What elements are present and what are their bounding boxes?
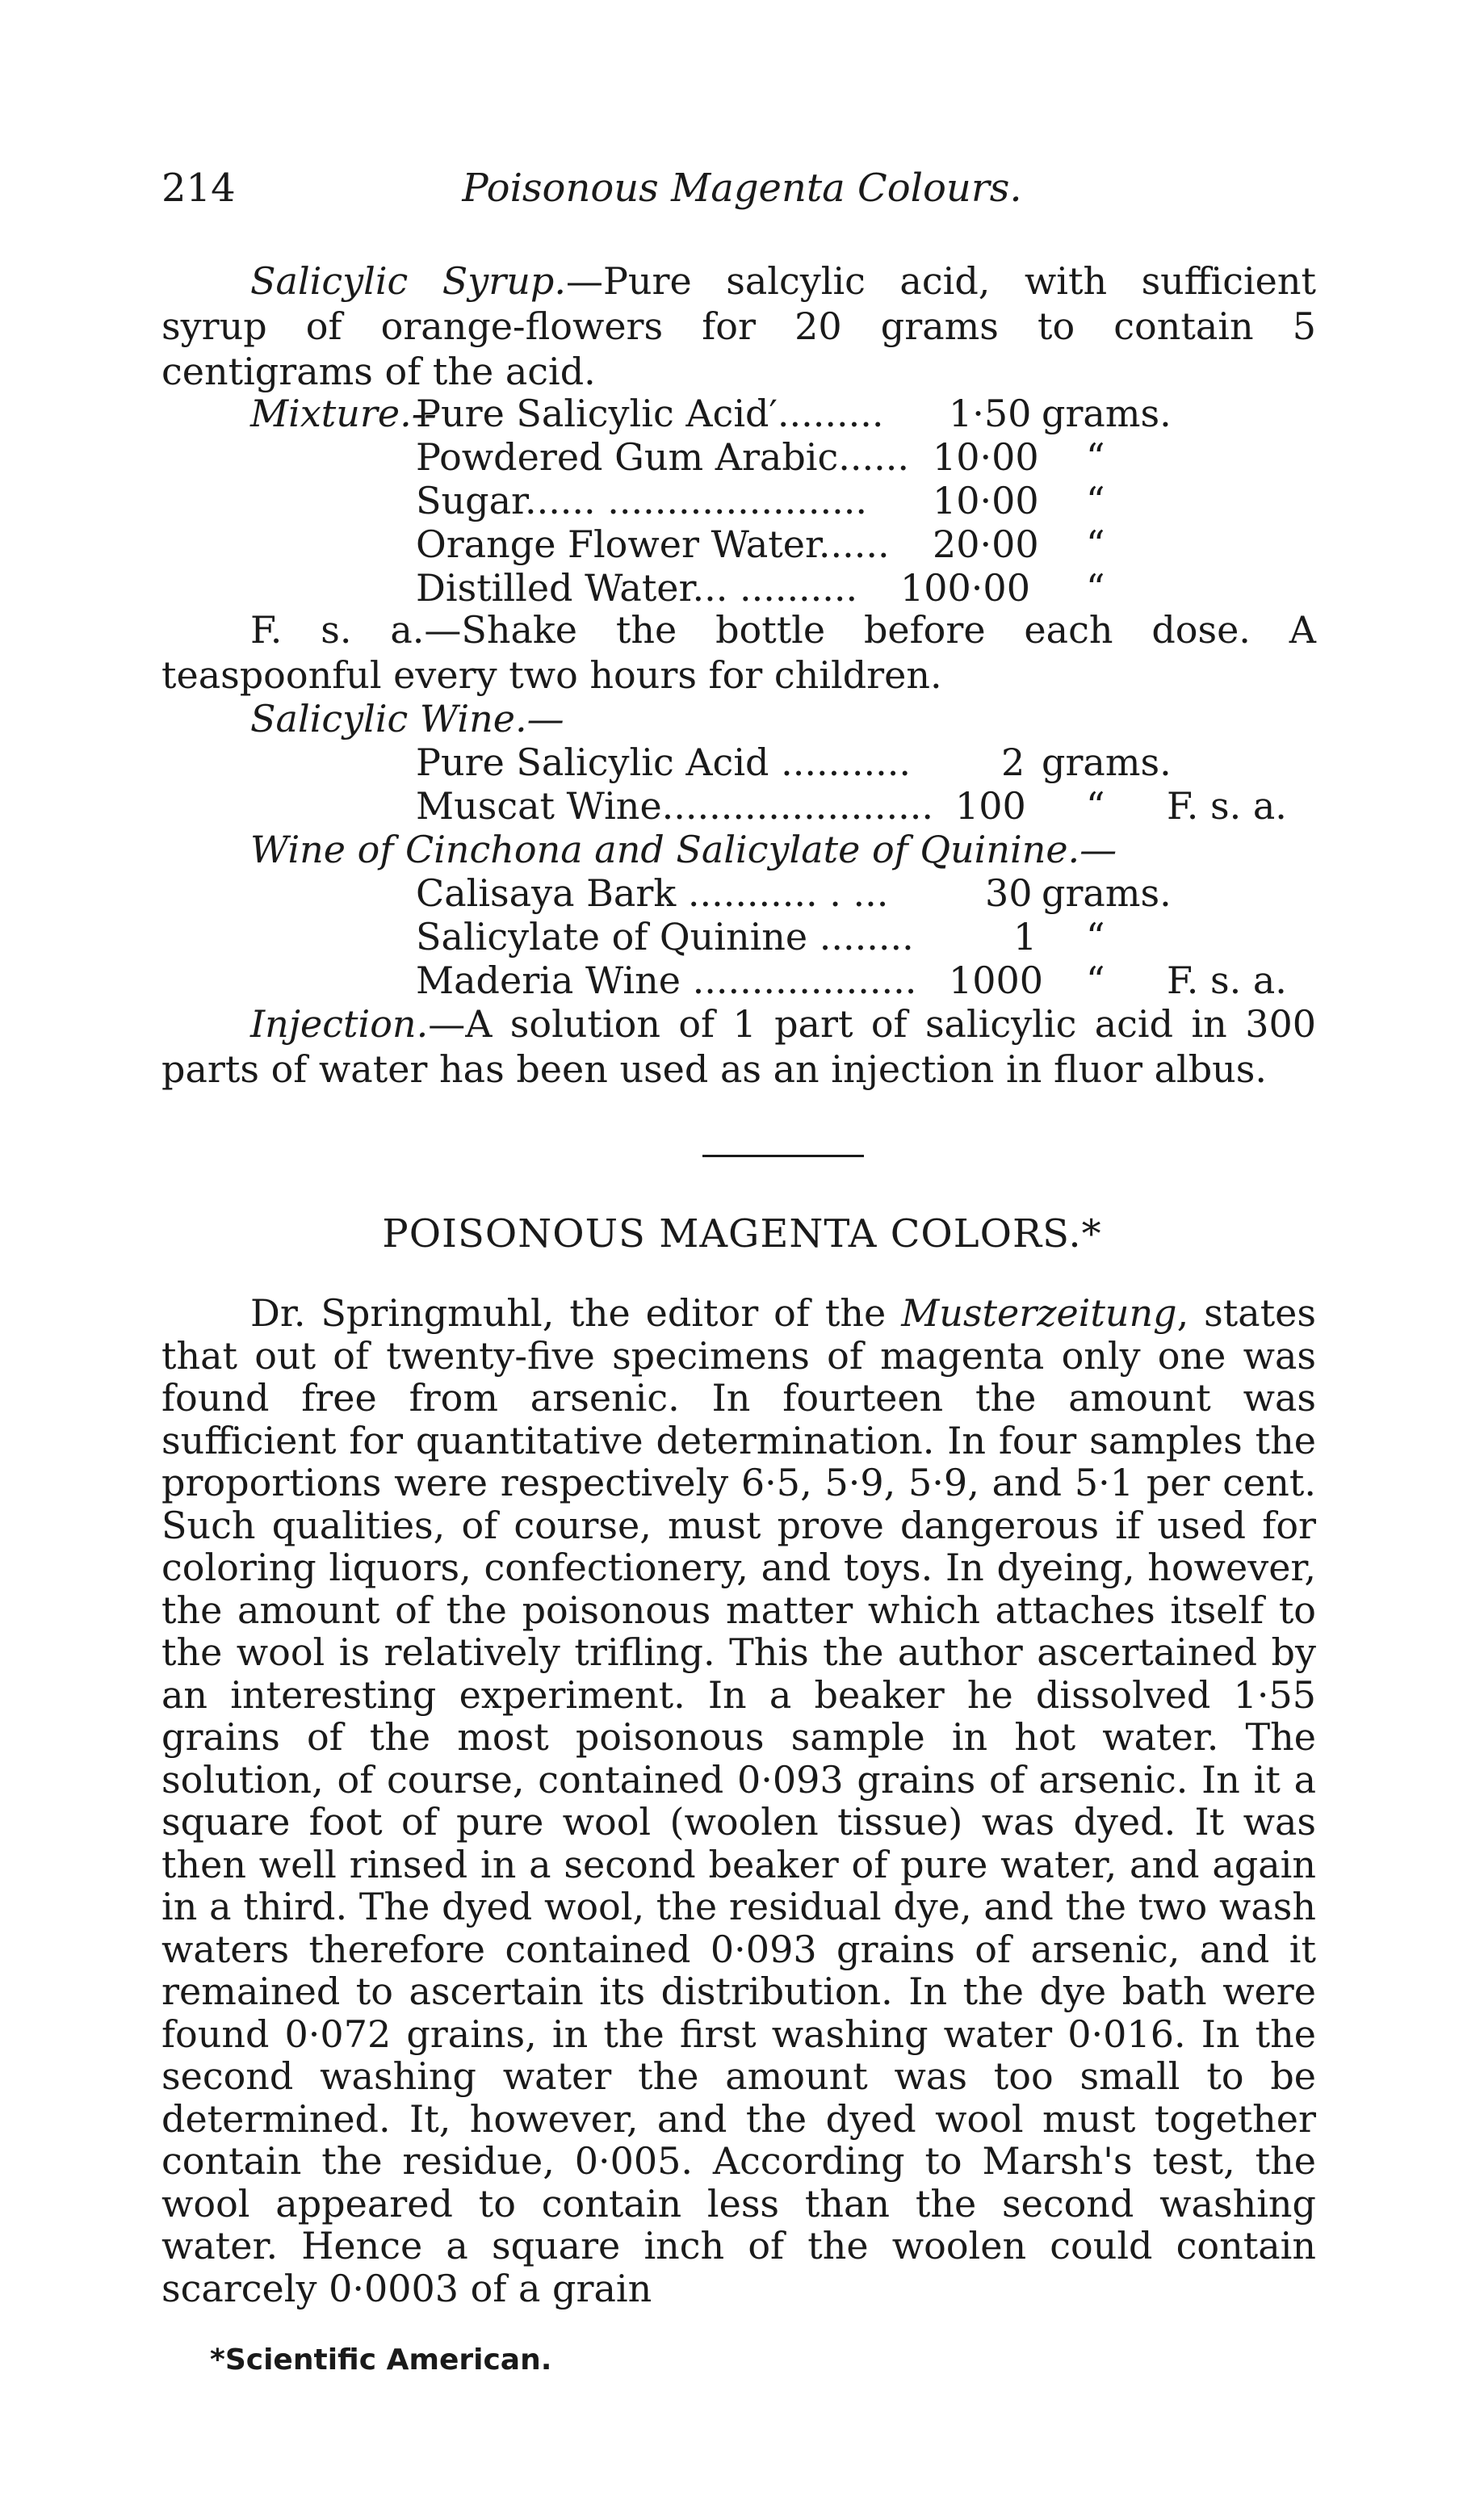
article-title: POISONOUS MAGENTA COLORS.*	[382, 1211, 1102, 1256]
article-body: Dr. Springmuhl, the editor of the Musterzeitung, states that out of twenty-five specimens of magenta only one was found free from arsenic. In fourteen the amount was sufficient for quantitative determination. In four samples the proportions were respectively 6·5, 5·9, 5·9, and 5·1 per cent. Such qualities, of course, must prove dangerous if used for coloring liquors, confectionery, and toys. In dyeing, however, the amount of the poisonous matter which attaches itself to the wool is relatively trifling. This the author ascertained by an interesting experiment. In a beaker he dissolved 1·55 grains of the most poisonous sample in hot water. The solution, of course, contained 0·093 grains of arsenic. In it a square foot of pure wool (woolen tissue) was dyed. It was then well rinsed in a second beaker of pure water, and again in a third. The dyed wool, the residual dye, and the two wash waters therefore contained 0·093 grains of arsenic, and it remained to ascertain its distribution. In the dye bath were found 0·072 grains, in the first washing water 0·016. In the second washing water the amount was too small to be determined. It, however, and the dyed wool must together contain the residue, 0·005. According to Marsh's test, the wool appeared to contain less than the second washing water. Hence a square inch of the woolen could contain scarcely 0·0003 of a grain	[161, 1291, 1317, 2310]
table-row: Powdered Gum Arabic...... 10·00 “	[416, 435, 1105, 479]
cinchona-heading: Wine of Cinchona and Salicylate of Quinine.—	[250, 828, 1117, 871]
page-number: 214	[161, 166, 236, 211]
mixture-label: Mixture.--	[250, 392, 437, 435]
table-row: Maderia Wine ................... 1000 “ F. s. a.	[416, 959, 1287, 1002]
cinchona-section	[161, 827, 1316, 872]
injection-heading: Injection.	[250, 1002, 429, 1046]
fsa-syrup-paragraph: F. s. a.—Shake the bottle before each dose. A teaspoonful every two hours for children.	[161, 608, 1316, 697]
table-row: Sugar...... ...................... 10·00 “	[416, 479, 1105, 522]
wine-section	[161, 696, 1316, 741]
syrup-heading: Salicylic Syrup.	[250, 259, 566, 303]
table-row: Pure Salicylic Acid′......... 1·50 grams.	[416, 392, 1172, 435]
running-title: Poisonous Magenta Colours.	[462, 166, 1022, 211]
table-row: Orange Flower Water...... 20·00 “	[416, 522, 1105, 566]
wine-heading: Salicylic Wine.—	[250, 697, 564, 740]
table-row: Muscat Wine....................... 100 “ F. s. a.	[416, 784, 1287, 828]
injection-text: —A solution of 1 part of salicylic acid in 300 parts of water has been used as an injection in fluor albus.	[161, 1002, 1316, 1091]
syrup-text: —Pure salcylic acid, with sufficient syrup of orange-flowers for 20 grams to contain 5 centigrams of the acid.	[161, 259, 1317, 393]
table-row: Calisaya Bark ........... . ... 30 grams.	[416, 871, 1172, 915]
journal-name: Musterzeitung	[901, 1291, 1177, 1335]
cinchona-table	[416, 871, 1344, 1001]
injection-paragraph	[161, 1001, 1316, 1092]
table-row: Pure Salicylic Acid ........... 2 grams.	[416, 740, 1172, 784]
section-divider	[702, 1155, 864, 1157]
wine-table	[416, 740, 1344, 827]
footnote: *Scientific American.	[210, 2343, 552, 2377]
mixture-table	[416, 391, 1344, 609]
table-row: Distilled Water... .......... 100·00 “	[416, 566, 1105, 610]
table-row: Salicylate of Quinine ........ 1 “	[416, 915, 1105, 959]
